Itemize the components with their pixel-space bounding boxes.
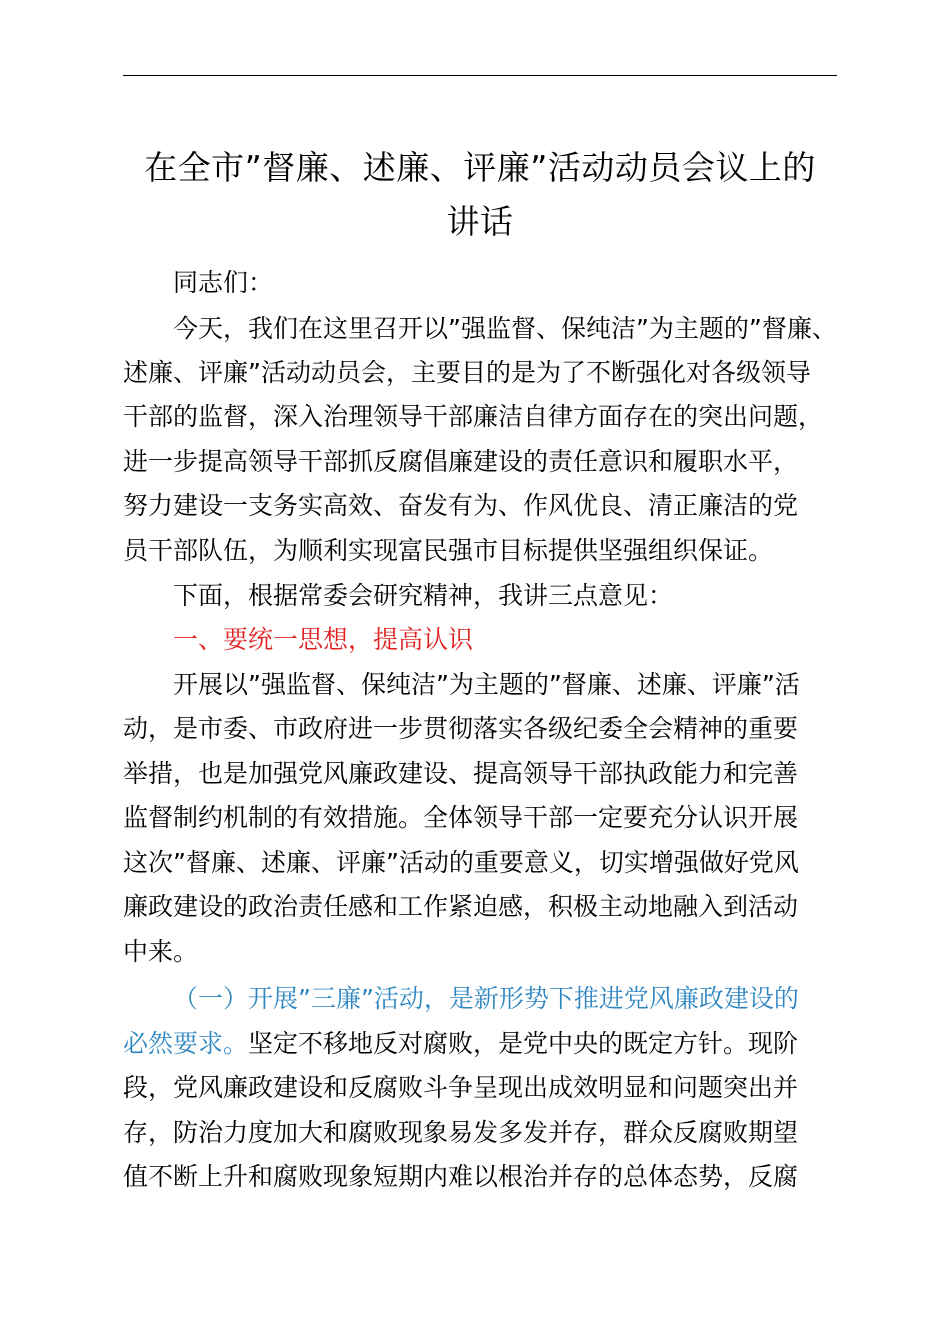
paragraph-line: 中来。 [123,937,199,966]
paragraph-line: 段，党风廉政建设和反腐败斗争呈现出成效明显和问题突出并 [123,1073,799,1102]
paragraph-line: 值不断上升和腐败现象短期内难以根治并存的总体态势，反腐 [123,1162,799,1191]
paragraph-line: 存，防治力度加大和腐败现象易发多发并存，群众反腐败期望 [123,1118,799,1147]
paragraph-line: 举措，也是加强党风廉政建设、提高领导干部执政能力和完善 [123,759,799,788]
paragraph-line: 员干部队伍，为顺利实现富民强市目标提供坚强组织保证。 [123,536,774,565]
paragraph-line: 述廉、评廉”活动动员会，主要目的是为了不断强化对各级领导 [123,358,811,387]
paragraph-line: 廉政建设的政治责任感和工作紧迫感，积极主动地融入到活动 [123,892,799,921]
paragraph-text: 坚定不移地反对腐败，是党中央的既定方针。现阶 [248,1029,799,1058]
header-rule [123,75,837,76]
paragraph-line: 监督制约机制的有效措施。全体领导干部一定要充分认识开展 [123,803,799,832]
greeting: 同志们： [173,268,274,297]
subsection-heading-end: 必然要求。 [123,1029,249,1058]
paragraph-line: 动，是市委、市政府进一步贯彻落实各级纪委全会精神的重要 [123,714,799,743]
section-heading: 一、要统一思想，提高认识 [173,625,474,654]
paragraph-line: 进一步提高领导干部抓反腐倡廉建设的责任意识和履职水平， [123,447,799,476]
subsection-heading: （一）开展”三廉”活动，是新形势下推进党风廉政建设的 [173,984,799,1013]
paragraph-line: 努力建设一支务实高效、奋发有为、作风优良、清正廉洁的党 [123,491,799,520]
paragraph-line: 下面，根据常委会研究精神，我讲三点意见： [173,581,674,610]
page-title-continued: 讲话 [446,202,514,241]
paragraph-line: 干部的监督，深入治理领导干部廉洁自律方面存在的突出问题， [123,402,824,431]
page-title: 在全市”督廉、述廉、评廉”活动动员会议上的 [144,148,816,187]
paragraph-line [123,1029,798,1059]
paragraph-line: 这次”督廉、述廉、评廉”活动的重要意义，切实增强做好党风 [123,848,799,877]
paragraph-line: 开展以”强监督、保纯洁”为主题的”督廉、述廉、评廉”活 [173,670,800,699]
paragraph-line: 今天，我们在这里召开以”强监督、保纯洁”为主题的”督廉、 [173,314,837,343]
